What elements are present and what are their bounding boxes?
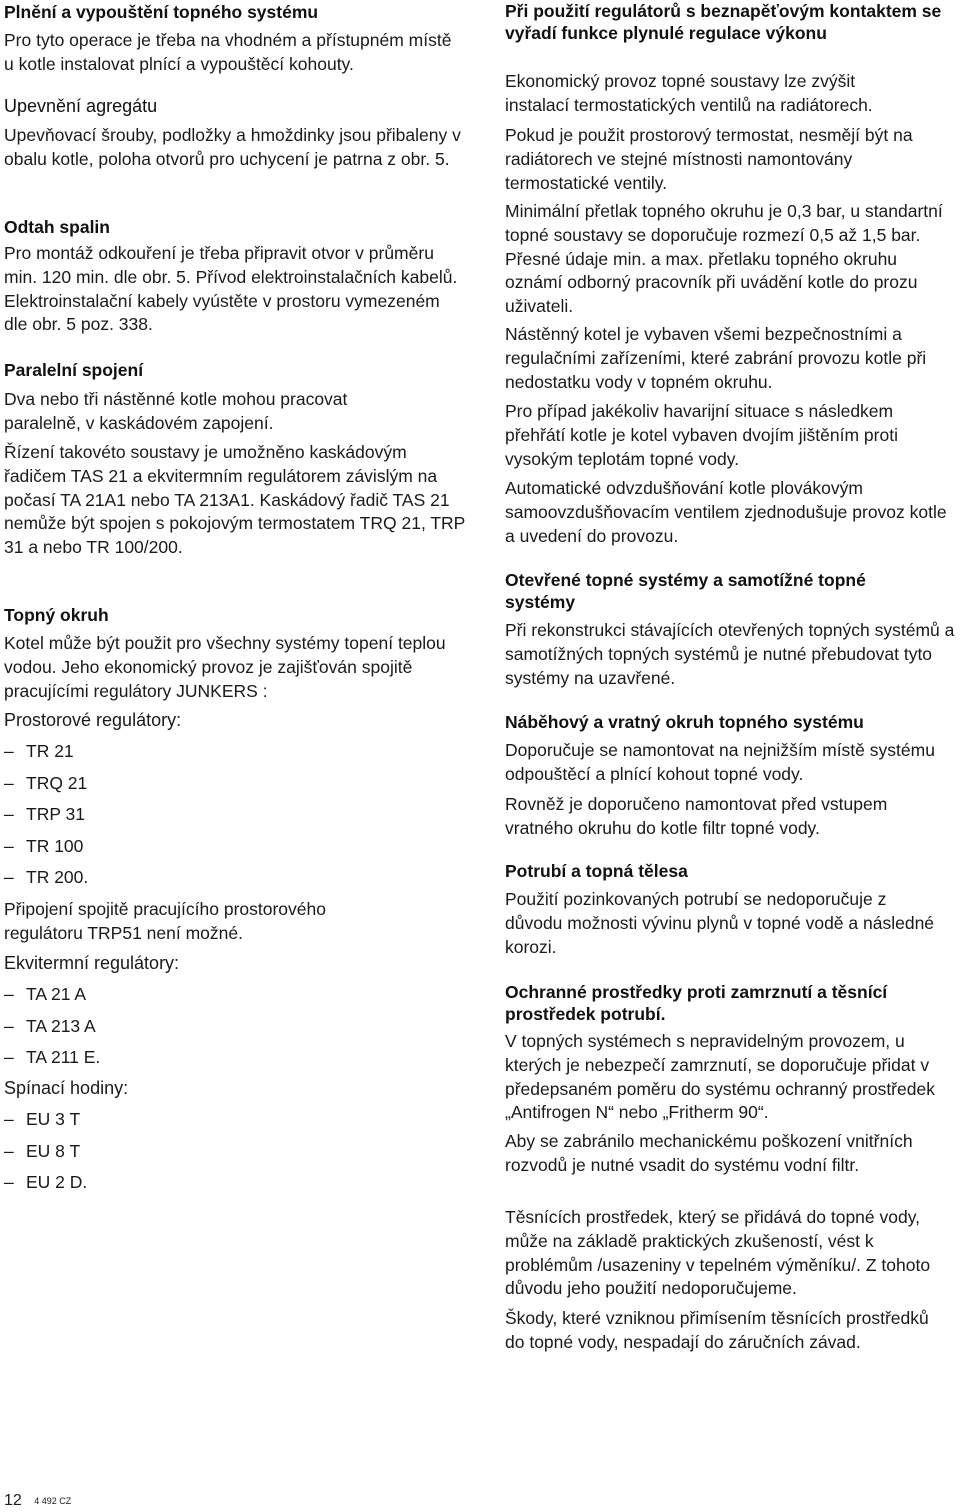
dash-icon: – — [4, 984, 14, 1004]
label-room-regulators: Prostorové regulátory: — [4, 710, 182, 730]
list-item: – TR 200. — [4, 862, 88, 894]
page-number: 12 — [4, 1492, 22, 1509]
label-timers: Spínací hodiny: — [4, 1078, 129, 1098]
paragraph-heating-circuit: Kotel může být použit pro všechny systémy topení teplou vodou. Jeho ekonomický provoz je zajišťován spojitě pracujícími regulátory JUNKERS : — [4, 633, 446, 701]
list-item: – TR 21 — [4, 736, 88, 768]
dash-icon: – — [4, 835, 14, 856]
heading-voltage-free-regulators: Při použití regulátorů s beznapěťovým kontaktem se vyřadí funkce plynulé regulace výkonu — [505, 1, 942, 43]
list-item: – TR 100 — [4, 831, 88, 863]
paragraph-drain-cock: Doporučuje se namontovat na nejnižším místě systému odpouštěcí a plnící kohout topné vody. — [505, 740, 935, 784]
heading-mounting: Upevnění agregátu — [4, 96, 158, 116]
list-item: – TA 211 E. — [4, 1042, 100, 1074]
heading-open-systems: Otevřené topné systémy a samotížné topné systémy — [505, 570, 866, 612]
dash-icon: – — [4, 1015, 14, 1036]
dash-icon: – — [4, 1172, 14, 1192]
paragraph-flue: Pro montáž odkouření je třeba připravit otvor v průměru min. 120 min. dle obr. 5. Přívod elektroinstalačních kabelů. Elektroinstalační kabely vyústěte v prostoru vymezeném dle obr. 5 poz. 338. — [4, 243, 458, 335]
paragraph-filling: Pro tyto operace je třeba na vhodném a přístupném místě u kotle instalovat plnící a vypouštěcí kohouty. — [4, 30, 452, 74]
paragraph-damages: Škody, které vzniknou přimísením těsnících prostředků do topné vody, nespadají do záručních závad. — [505, 1308, 929, 1352]
paragraph-sealant: Těsnících prostředek, který se přidává do topné vody, může na základě praktických zkušeností, vést k problémům /usazeniny v tepelném výměníku/. Z tohoto důvodu jeho použití nedoporučujeme. — [505, 1207, 931, 1299]
list-item: – TA 213 A — [4, 1011, 100, 1043]
heading-pipes-radiators: Potrubí a topná tělesa — [505, 861, 688, 881]
dash-icon: – — [4, 772, 14, 793]
paragraph-room-thermostat: Pokud je použit prostorový termostat, nesmějí být na radiátorech ve stejné místnosti namontovány termostatické ventily. — [505, 125, 913, 193]
dash-icon: – — [4, 1047, 14, 1067]
dash-icon: – — [4, 867, 14, 887]
document-code: 4 492 CZ — [34, 1496, 72, 1506]
paragraph-mechanical-damage: Aby se zabránilo mechanickému poškození vnitřních rozvodů je nutné vsadit do systému vodní filtr. — [505, 1131, 913, 1175]
paragraph-overheat: Pro případ jakékoliv havarijní situace s následkem přehřátí kotle je kotel vybaven dvojím jištěním proti vysokým teplotám topné vody. — [505, 401, 898, 469]
dash-icon: – — [4, 1140, 14, 1161]
list-room-regulators — [4, 736, 88, 894]
paragraph-galvanized: Použití pozinkovaných potrubí se nedoporučuje z důvodu možnosti vývinu plynů v topné vodě a následné korozi. — [505, 889, 935, 957]
list-weather-regulators — [4, 979, 100, 1074]
paragraph-parallel-1: Dva nebo tři nástěnné kotle mohou pracovat paralelně, v kaskádovém zapojení. — [4, 389, 348, 433]
dash-icon: – — [4, 1109, 14, 1129]
list-item: – EU 8 T — [4, 1136, 87, 1168]
heading-flue: Odtah spalin — [4, 217, 110, 237]
paragraph-antifreeze: V topných systémech s nepravidelným provozem, u kterých je nebezpečí zamrznutí, se doporučuje přidat v předepsaném poměru do systému ochranný prostředek „Antifrogen N“ nebo „Fritherm 90“. — [505, 1031, 935, 1123]
heading-filling: Plnění a vypouštění topného systému — [4, 2, 319, 22]
paragraph-pressure: Minimální přetlak topného okruhu je 0,3 bar, u standartní topné soustavy se doporučuje rozmezí 0,5 až 1,5 bar. Přesné údaje min. a max. přetlaku topného okruhu oznámí odborný pracovník při uvádění kotle do prozu uživateli. — [505, 201, 943, 317]
heading-parallel: Paralelní spojení — [4, 360, 144, 380]
heading-flow-return: Náběhový a vratný okruh topného systému — [505, 712, 864, 732]
dash-icon: – — [4, 804, 14, 824]
paragraph-open-systems: Při rekonstrukci stávajících otevřených topných systémů a samotížných topných systémů je nutné přebudovat tyto systémy na uzavřené. — [505, 620, 955, 688]
heading-heating-circuit: Topný okruh — [4, 605, 109, 625]
paragraph-deaeration: Automatické odvzdušňování kotle plovákovým samoovzdušňovacím ventilem zjednodušuje provoz kotle a uvedení do provozu. — [505, 478, 947, 546]
paragraph-filter: Rovněž je doporučeno namontovat před vstupem vratného okruhu do kotle filtr topné vody. — [505, 794, 888, 838]
paragraph-mounting: Upevňovací šrouby, podložky a hmoždinky jsou přibaleny v obalu kotle, poloha otvorů pro uchycení je patrna z obr. 5. — [4, 125, 461, 169]
dash-icon: – — [4, 741, 14, 761]
paragraph-safety-devices: Nástěnný kotel je vybaven všemi bezpečnostními a regulačními zařízeními, které zabrání provozu kotle při nedostatku vody v topném okruhu. — [505, 324, 927, 392]
list-timers — [4, 1104, 87, 1199]
heading-antifreeze: Ochranné prostředky proti zamrznutí a těsnící prostředek potrubí. — [505, 982, 888, 1024]
list-item: – TA 21 A — [4, 979, 100, 1011]
paragraph-trp51: Připojení spojitě pracujícího prostorového regulátoru TRP51 není možné. — [4, 899, 326, 943]
paragraph-parallel-2: Řízení takovéto soustavy je umožněno kaskádovým řadičem TAS 21 a ekvitermním regulátorem závislým na počasí TA 21A1 nebo TA 213A1. Kaskádový řadič TAS 21 nemůže být spojen s pokojovým termostatem TRQ 21, TRP 31 a nebo TR 100/200. — [4, 442, 466, 558]
list-item: – TRP 31 — [4, 799, 88, 831]
page-footer — [4, 1492, 71, 1510]
label-weather-regulators: Ekvitermní regulátory: — [4, 953, 180, 973]
list-item: – EU 3 T — [4, 1104, 87, 1136]
paragraph-economic-operation: Ekonomický provoz topné soustavy lze zvýšit instalací termostatických ventilů na radiátorech. — [505, 71, 873, 115]
list-item: – EU 2 D. — [4, 1167, 87, 1199]
list-item: – TRQ 21 — [4, 768, 88, 800]
